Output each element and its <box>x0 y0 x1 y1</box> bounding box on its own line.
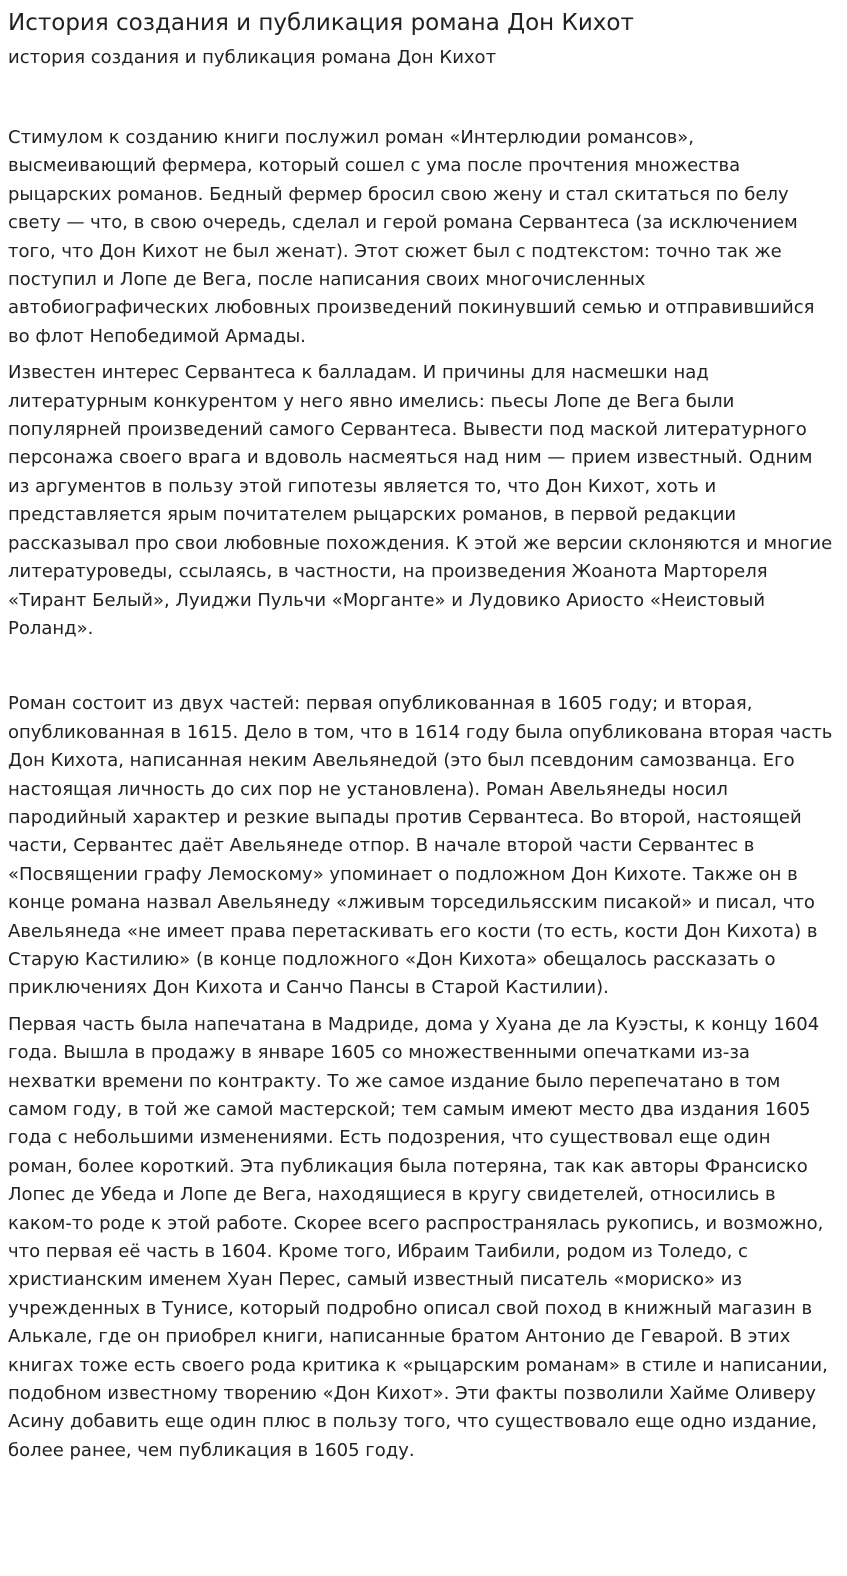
article-body <box>8 124 839 1465</box>
article-section-history <box>8 124 839 643</box>
article-subtitle: история создания и публикация романа Дон Кихот <box>8 47 497 68</box>
paragraph: Роман состоит из двух частей: первая опубликованная в 1605 году; и вторая, опубликованная в 1615. Дело в том, что в 1614 году была опубликована вторая часть Дон Кихота, написанная неким Авельянедой (это был псевдоним самозванца. Его настоящая личность до сих пор не установлена). Роман Авельянеды носил пародийный характер и резкие выпады против Сервантеса. Во второй, настоящей части, Сервантес даёт Авельянеде отпор. В начале второй части Сервантес в «Посвящении графу Лемоскому» упоминает о подложном Дон Кихоте. Также он в конце романа назвал Авельянеду «лживым торседильясским писакой» и писал, что Авельянеда «не имеет права перетаскивать его кости (то есть, кости Дон Кихота) в Старую Кастилию» (в конце подложного «Дон Кихота» обещалось рассказать о приключениях Дон Кихота и Санчо Пансы в Старой Кастилии). <box>8 693 833 999</box>
paragraph: Известен интерес Сервантеса к балладам. И причины для насмешки над литературным конкурентом у него явно имелись: пьесы Лопе де Вега были популярней произведений самого Сервантеса. Вывести под маской литературного персонажа своего врага и вдоволь насмеяться над ним — прием известный. Одним из аргументов в пользу этой гипотезы является то, что Дон Кихот, хоть и представляется ярым почитателем рыцарских романов, в первой редакции рассказывал про свои любовные похождения. К этой же версии склоняются и многие литературоведы, ссылаясь, в частности, на произведения Жоанота Мартореля «Тирант Белый», Луиджи Пульчи «Морганте» и Лудовико Ариосто «Неистовый Роланд». <box>8 362 833 639</box>
article-section-publication <box>8 690 839 1465</box>
paragraph: Первая часть была напечатана в Мадриде, дома у Хуана де ла Куэсты, к концу 1604 года. Вышла в продажу в январе 1605 со множественными опечатками из-за нехватки времени по контракту. То же самое издание было перепечатано в том самом году, в той же самой мастерской; тем самым имеют место два издания 1605 года с небольшими изменениями. Есть подозрения, что существовал еще один роман, более короткий. Эта публикация была потеряна, так как авторы Франсиско Лопес де Убеда и Лопе де Вега, находящиеся в кругу свидетелей, относились в каком-то роде к этой работе. Скорее всего распространялась рукопись, и возможно, что первая её часть в 1604. Кроме того, Ибраим Таибили, родом из Толедо, с христианским именем Хуан Перес, самый известный писатель «мориско» из учрежденных в Тунисе, который подробно описал свой поход в книжный магазин в Алькале, где он приобрел книги, написанные братом Антонио де Геварой. В этих книгах тоже есть своего рода критика к «рыцарским романам» в стиле и написании, подобном известному творению «Дон Кихот». Эти факты позволили Хайме Оливеру Асину добавить еще один плюс в пользу того, что существовало еще одно издание, более ранее, чем публикация в 1605 году. <box>8 1013 828 1461</box>
paragraph: Стимулом к созданию книги послужил роман «Интерлюдии романсов», высмеивающий фермера, который сошел с ума после прочтения множества рыцарских романов. Бедный фермер бросил свою жену и стал скитаться по белу свету — что, в свою очередь, сделал и герой романа Сервантеса (за исключением того, что Дон Кихот не был женат). Этот сюжет был с подтекстом: точно так же поступил и Лопе де Вега, после написания своих многочисленных автобиографических любовных произведений покинувший семью и отправившийся во флот Непобедимой Армады. <box>8 127 815 347</box>
article-title: История создания и публикация романа Дон Кихот <box>8 10 634 36</box>
